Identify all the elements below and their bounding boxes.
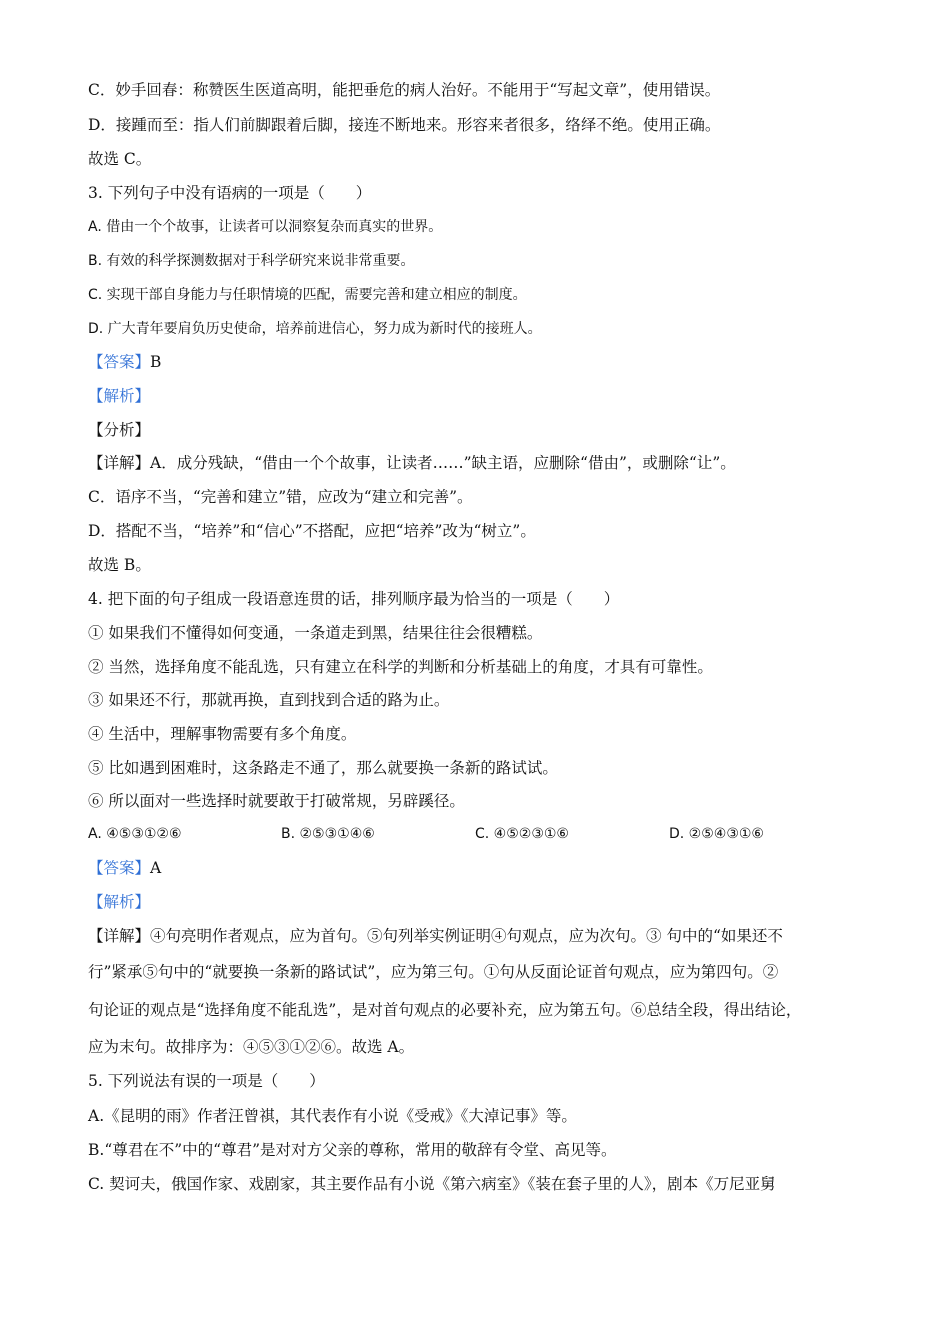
detail-tag: 【详解】 xyxy=(88,927,151,945)
detail-text: A．成分残缺，“借由一个个故事，让读者……”缺主语，应删除“借由”，或删除“让”。 xyxy=(150,454,736,472)
question-3-stem: 3. 下列句子中没有语病的一项是（ ） xyxy=(88,184,372,202)
question-3-analysis-tag xyxy=(88,384,874,408)
detail-text: ④句亮明作者观点，应为首句。⑤句列举实例证明④句观点，应为次句。③ 句中的“如果还不 xyxy=(150,927,783,945)
detail-tag: 【详解】 xyxy=(88,454,151,472)
answer-tag: 【答案】 xyxy=(88,859,151,877)
question-4-option-a: A. ④⑤③①②⑥ xyxy=(88,826,182,842)
question-4-detail-2: 行”紧承⑤句中的“就要换一条新的路试试”，应为第三句。①句从反面论证首句观点，应为第四句。② xyxy=(88,963,779,981)
question-4-sentence-6: ⑥ 所以面对一些选择时就要敢于打破常规，另辟蹊径。 xyxy=(88,792,465,810)
question-3-fenxi: 【分析】 xyxy=(88,421,151,439)
question-3-option-c: C. 实现干部自身能力与任职情境的匹配，需要完善和建立相应的制度。 xyxy=(88,287,527,303)
question-4-option-d: D. ②⑤④③①⑥ xyxy=(669,826,764,842)
question-4-stem: 4. 把下面的句子组成一段语意连贯的话，排列顺序最为恰当的一项是（ ） xyxy=(88,590,620,608)
question-4-sentence-5: ⑤ 比如遇到困难时，这条路走不通了，那么就要换一条新的路试试。 xyxy=(88,759,558,777)
q2-explain-c: C．妙手回春：称赞医生医道高明，能把垂危的病人治好。不能用于“写起文章”，使用错误。 xyxy=(88,81,721,99)
question-4-detail-1 xyxy=(88,924,874,948)
q2-conclusion: 故选 C。 xyxy=(88,150,152,168)
q2-explain-d: D．接踵而至：指人们前脚跟着后脚，接连不断地来。形容来者很多，络绎不绝。使用正确。 xyxy=(88,116,721,134)
question-5-option-a: A.《昆明的雨》作者汪曾祺，其代表作有小说《受戒》《大淖记事》等。 xyxy=(88,1107,577,1125)
question-3-option-d: D. 广大青年要肩负历史使命，培养前进信心，努力成为新时代的接班人。 xyxy=(88,321,542,337)
question-3-option-a: A. 借由一个个故事，让读者可以洞察复杂而真实的世界。 xyxy=(88,219,443,235)
answer-value: A xyxy=(150,859,162,877)
question-4-sentence-3: ③ 如果还不行，那就再换，直到找到合适的路为止。 xyxy=(88,691,450,709)
question-5-option-b: B.“尊君在不”中的“尊君”是对对方父亲的尊称，常用的敬辞有令堂、高见等。 xyxy=(88,1141,617,1159)
question-5-stem: 5. 下列说法有误的一项是（ ） xyxy=(88,1072,325,1090)
question-4-detail-4: 应为末句。故排序为：④⑤③①②⑥。故选 A。 xyxy=(88,1038,415,1056)
answer-tag: 【答案】 xyxy=(88,353,151,371)
question-4-sentence-4: ④ 生活中，理解事物需要有多个角度。 xyxy=(88,725,357,743)
question-3-option-b: B. 有效的科学探测数据对于科学研究来说非常重要。 xyxy=(88,253,415,269)
question-4-sentence-1: ① 如果我们不懂得如何变通，一条道走到黑，结果往往会很糟糕。 xyxy=(88,624,543,642)
analysis-tag: 【解析】 xyxy=(88,387,151,405)
question-5-option-c: C. 契诃夫，俄国作家、戏剧家，其主要作品有小说《第六病室》《装在套子里的人》，剧本《万尼亚舅 xyxy=(88,1175,776,1193)
question-3-answer xyxy=(88,350,874,374)
question-4-option-b: B. ②⑤③①④⑥ xyxy=(281,826,375,842)
question-3-conclusion: 故选 B。 xyxy=(88,556,151,574)
question-4-answer xyxy=(88,856,874,880)
question-4-analysis-tag xyxy=(88,890,874,914)
question-3-detail-c: C．语序不当，“完善和建立”错，应改为“建立和完善”。 xyxy=(88,488,473,506)
answer-value: B xyxy=(150,353,162,371)
question-4-sentence-2: ② 当然，选择角度不能乱选，只有建立在科学的判断和分析基础上的角度，才具有可靠性。 xyxy=(88,658,713,676)
question-3-detail-d: D．搭配不当，“培养”和“信心”不搭配，应把“培养”改为“树立”。 xyxy=(88,522,536,540)
analysis-tag: 【解析】 xyxy=(88,893,151,911)
question-3-detail xyxy=(88,451,874,475)
question-4-options xyxy=(88,822,874,846)
question-4-option-c: C. ④⑤②③①⑥ xyxy=(475,826,569,842)
question-4-detail-3: 句论证的观点是“选择角度不能乱选”，是对首句观点的必要补充，应为第五句。⑥总结全段，得出结论， xyxy=(88,1001,802,1019)
